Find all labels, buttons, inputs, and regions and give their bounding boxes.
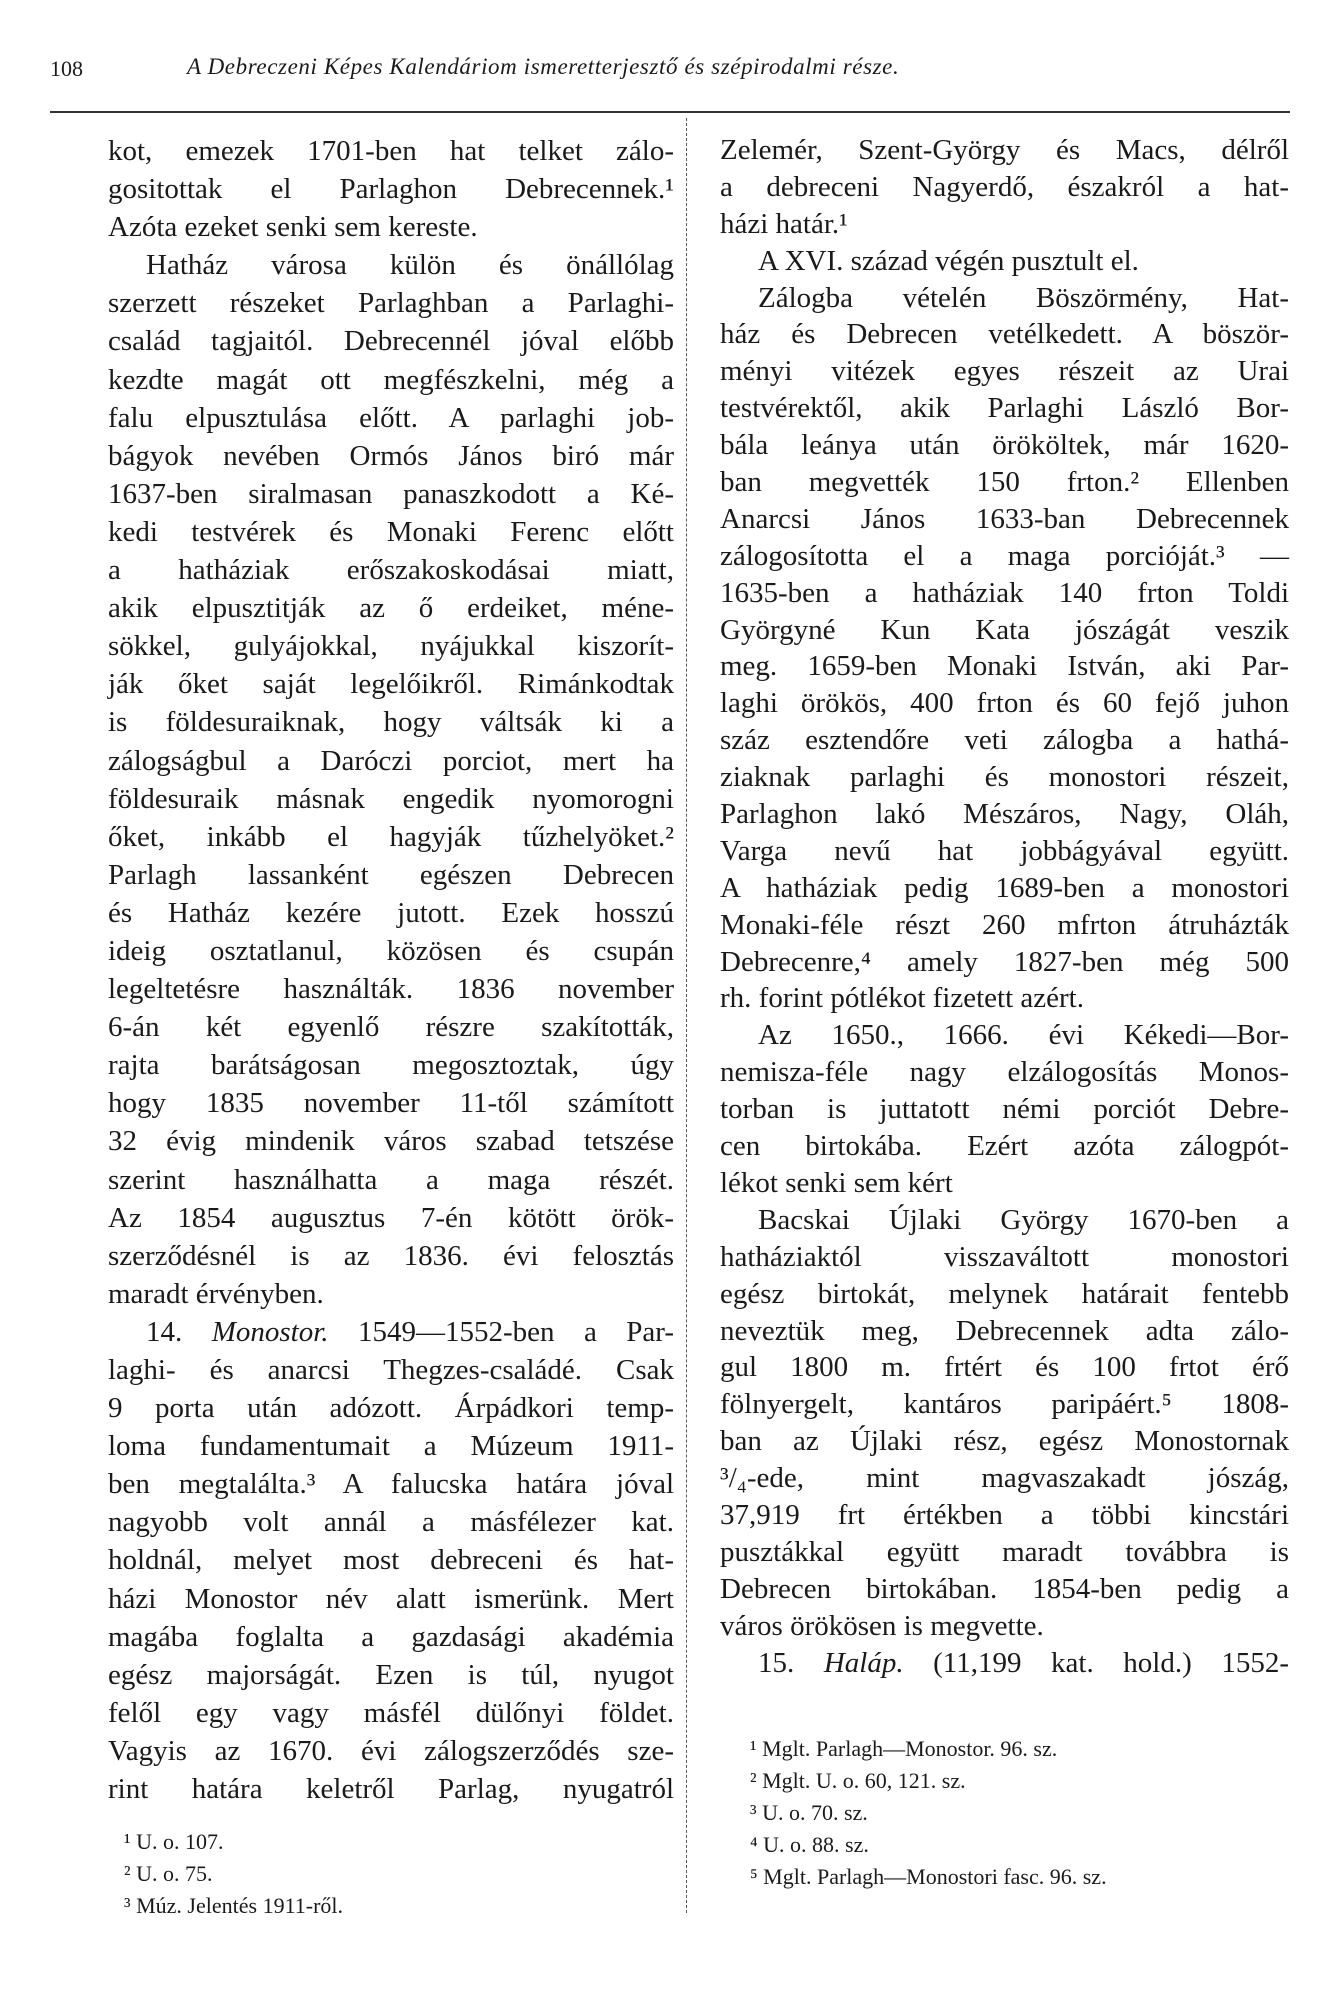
footnote: ² U. o. 75. (124, 1861, 213, 1886)
text-line: ben megtalálta.³ A falucska határa jóval (108, 1468, 674, 1501)
text-line: Debrecen birtokában. 1854-ben pedig a (720, 1572, 1289, 1605)
text-line: Parlagh lassanként egészen Debrecen (108, 858, 674, 891)
text-line: egész majorságát. Ezen is túl, nyugot (108, 1658, 674, 1691)
text-line: gul 1800 m. frtért és 100 frtot érő (720, 1351, 1289, 1384)
text-line: szerzett részeket Parlaghban a Parlaghi- (108, 287, 674, 320)
text-line: A XVI. század végén pusztult el. (758, 244, 1139, 277)
text-line: laghi- és anarcsi Thegzes-családé. Csak (108, 1354, 674, 1386)
footnote: ² Mglt. U. o. 60, 121. sz. (750, 1768, 966, 1793)
text-line: neveztük meg, Debrecennek adta zálo- (720, 1314, 1289, 1347)
text-line: 6-án két egyenlő részre szakították, (108, 1011, 674, 1044)
text-line: és Hatház kezére jutott. Ezek hosszú (108, 896, 674, 929)
text-line: A hatháziak pedig 1689-ben a monostori (720, 871, 1289, 904)
text-line: lékot senki sem kért (720, 1166, 953, 1199)
text-line: család tagjaitól. Debrecennél jóval előbb (108, 325, 674, 358)
text-line: a hatháziak erőszakoskodásai miatt, (108, 554, 674, 587)
text-line: Zálogba vételén Böszörmény, Hat- (758, 281, 1289, 314)
text-line: rajta barátságosan megosztoztak, úgy (108, 1049, 674, 1082)
text-line: Az 1854 augusztus 7-én kötött örök- (108, 1201, 674, 1234)
line-text: 15. (758, 1646, 824, 1679)
text-line: szerződésnél is az 1836. évi felosztás (108, 1239, 674, 1272)
text-line: ban az Újlaki rész, egész Monostornak (720, 1425, 1289, 1458)
text-line: ják őket saját legelőikről. Rimánkodtak (108, 668, 674, 701)
text-line: Varga nevű hat jobbágyával együtt. (720, 834, 1289, 867)
text-line: kezdte magát ott megfészkelni, még a (108, 363, 674, 396)
text-line: földesuraik másnak engedik nyomorogni (108, 782, 674, 815)
text-line: magába foglalta a gazdasági akadémia (108, 1620, 674, 1653)
line-text: 14. (146, 1315, 212, 1348)
text-line (720, 1645, 1289, 1682)
text-line: őket, inkább el hagyják tűzhelyöket.² (108, 820, 674, 853)
text-line: Bacskai Újlaki György 1670-ben a (758, 1203, 1289, 1236)
text-line: ziaknak parlaghi és monostori részeit, (720, 761, 1289, 794)
text-line: város örökösen is megvette. (720, 1609, 1044, 1642)
running-title: A Debreczeni Képes Kalendáriom ismeretterjesztő és szépirodalmi része. (187, 54, 900, 79)
text-line: is földesuraiknak, hogy váltsák ki a (108, 706, 674, 739)
text-line: holdnál, melyet most debreceni és hat- (108, 1544, 674, 1577)
text-line: Monaki-féle részt 260 mfrton átruházták (720, 908, 1289, 941)
text-line: sökkel, gulyájokkal, nyájukkal kiszorít- (108, 630, 674, 663)
footnotes-right (750, 1733, 1107, 1893)
text-line: Hatház városa külön és önállólag (146, 249, 674, 282)
text-line: ház és Debrecen vetélkedett. A böször- (720, 318, 1289, 351)
text-line: rint határa keletről Parlag, nyugatról (108, 1773, 674, 1806)
text-line: loma fundamentumait a Múzeum 1911- (108, 1430, 674, 1463)
text-line: hatháziaktól visszaváltott monostori (720, 1240, 1289, 1273)
text-line: Debrecenre,⁴ amely 1827-ben még 500 (720, 945, 1289, 978)
text-line: Parlaghon lakó Mészáros, Nagy, Oláh, (720, 798, 1289, 831)
text-line: testvérektől, akik Parlaghi László Bor- (720, 392, 1289, 425)
text-line: zálogosította el a maga porcióját.³ — (720, 539, 1289, 572)
text-line: gositottak el Parlaghon Debrecennek.¹ (108, 173, 674, 206)
text-line: Anarcsi János 1633-ban Debrecennek (720, 502, 1289, 535)
page-number: 108 (50, 56, 83, 81)
text-line: száz esztendőre veti zálogba a hathá- (720, 724, 1289, 757)
text-line: cen birtokába. Ezért azóta zálogpót- (720, 1130, 1289, 1163)
text-line (108, 1313, 674, 1351)
text-line: pusztákkal együtt maradt továbbra is (720, 1535, 1289, 1568)
text-line: Vagyis az 1670. évi zálogszerződés sze- (108, 1734, 674, 1767)
footnote: ³ U. o. 70. sz. (750, 1800, 868, 1825)
text-line: nemisza-féle nagy elzálogosítás Monos- (720, 1056, 1289, 1089)
footnote: ⁴ U. o. 88. sz. (750, 1832, 869, 1857)
text-line: szerint használhatta a maga részét. (108, 1163, 674, 1196)
text-line: ban megvették 150 frton.² Ellenben (720, 466, 1289, 499)
text-line: laghi örökös, 400 frton és 60 fejő juhon (720, 687, 1289, 720)
text-line: kot, emezek 1701-ben hat telket zálo- (108, 135, 674, 167)
text-line: meg. 1659-ben Monaki István, aki Par- (720, 650, 1289, 683)
text-line: Györgyné Kun Kata jószágát veszik (720, 613, 1289, 646)
text-line: akik elpusztitják az ő erdeiket, méne- (108, 592, 674, 625)
right-column (720, 132, 1289, 1681)
text-line: zálogságbul a Daróczi porciot, mert ha (108, 744, 674, 777)
text-line: 9 porta után adózott. Árpádkori temp- (108, 1392, 674, 1425)
text-line: a debreceni Nagyerdő, északról a hat- (720, 170, 1289, 203)
section-title: Haláp. (823, 1646, 904, 1679)
text-line: Zelemér, Szent-György és Macs, délről (720, 134, 1289, 166)
text-line: bála leánya után örököltek, már 1620- (720, 429, 1289, 462)
text-line: rh. forint pótlékot fizetett azért. (720, 982, 1084, 1015)
footnotes-left (124, 1826, 343, 1922)
text-line: bágyok nevében Ormós János biró már (108, 439, 674, 472)
text-line: maradt érvényben. (108, 1277, 324, 1310)
text-line: Az 1650., 1666. évi Kékedi—Bor- (758, 1019, 1289, 1052)
text-line: Azóta ezeket senki sem kereste. (108, 211, 478, 244)
text-line: 32 évig mindenik város szabad tetszése (108, 1125, 674, 1158)
footnote: ¹ U. o. 107. (124, 1829, 224, 1854)
text-line: egész birtokát, melynek határait fentebb (720, 1277, 1289, 1310)
text-line: falu elpusztulása előtt. A parlaghi job- (108, 401, 674, 434)
column-divider (686, 118, 687, 1913)
footnote: ¹ Mglt. Parlagh—Monostor. 96. sz. (750, 1736, 1058, 1761)
text-line: házi határ.¹ (720, 207, 848, 240)
text-line: hogy 1835 november 11-től számított (108, 1087, 674, 1120)
text-line: ideig osztatlanul, közösen és csupán (108, 934, 674, 967)
line-text: 1549—1552-ben a Par- (328, 1315, 675, 1348)
left-column (108, 132, 674, 1808)
footnote: ⁵ Mglt. Parlagh—Monostori fasc. 96. sz. (750, 1864, 1107, 1889)
text-line: házi Monostor név alatt ismerünk. Mert (108, 1582, 674, 1615)
text-line: torban is juttatott némi porciót Debre- (720, 1093, 1289, 1126)
section-title: Monostor. (211, 1315, 329, 1348)
text-line: ményi vitézek egyes részeit az Urai (720, 355, 1289, 388)
text-line: kedi testvérek és Monaki Ferenc előtt (108, 515, 674, 548)
text-line: 37,919 frt értékben a többi kincstári (720, 1498, 1289, 1531)
footnote: ³ Múz. Jelentés 1911-ről. (124, 1893, 344, 1918)
header-rule (50, 111, 1290, 113)
line-text: (11,199 kat. hold.) 1552- (903, 1646, 1289, 1679)
text-line: legeltetésre használták. 1836 november (108, 973, 674, 1006)
text-line: nagyobb volt annál a másfélezer kat. (108, 1506, 674, 1539)
text-line: felől egy vagy másfél dülőnyi földet. (108, 1696, 674, 1729)
text-line: ³/₄-ede, mint magvaszakadt jószág, (720, 1462, 1289, 1495)
text-line: 1637-ben siralmasan panaszkodott a Ké- (108, 477, 674, 510)
text-line: fölnyergelt, kantáros paripáért.⁵ 1808- (720, 1388, 1289, 1421)
text-line: 1635-ben a hatháziak 140 frton Toldi (720, 576, 1289, 609)
